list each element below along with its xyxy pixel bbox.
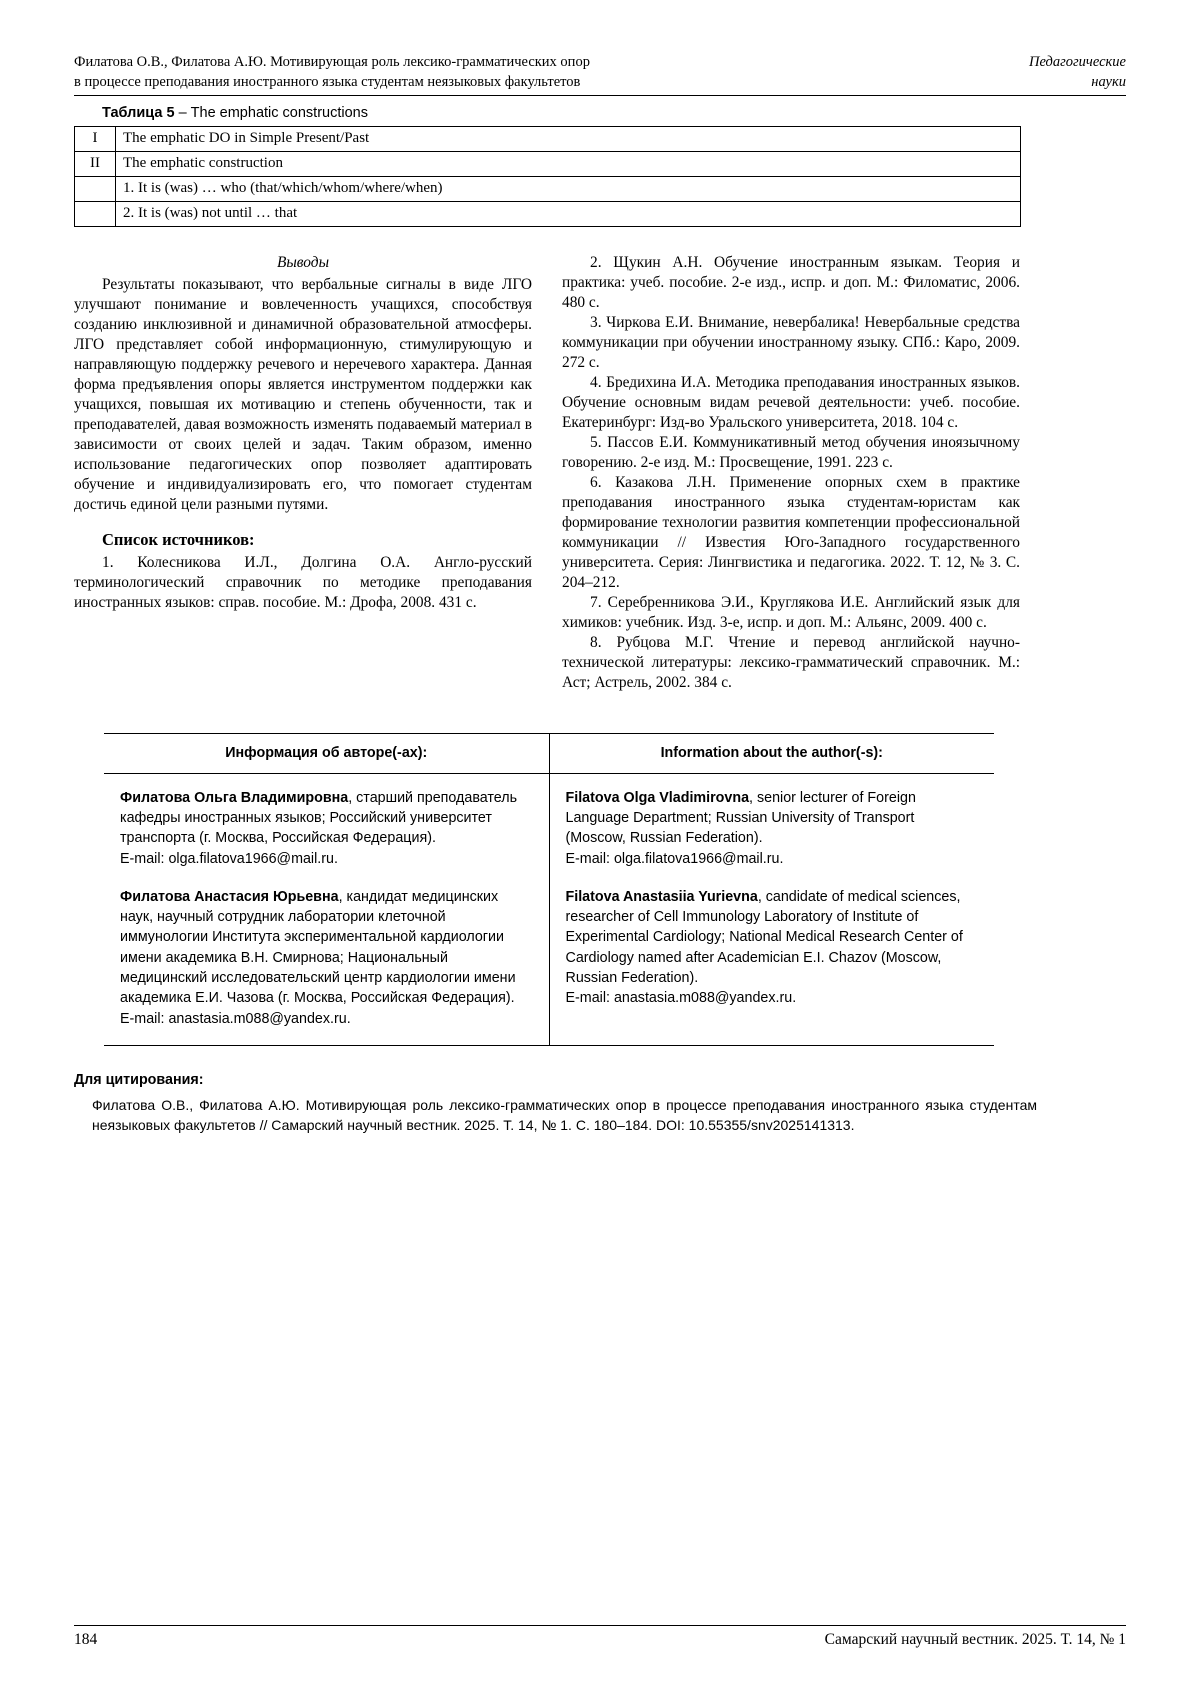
table-cell-number: II — [75, 152, 116, 177]
author-entry — [120, 788, 533, 869]
running-head-left-line1: Филатова О.В., Филатова А.Ю. Мотивирующая роль лексико-грамматических опор — [74, 54, 590, 70]
author-email: E-mail: olga.filatova1966@mail.ru. — [565, 850, 784, 867]
authors-column-ru — [104, 774, 550, 1045]
reference-item: 7. Серебренникова Э.И., Круглякова И.Е. Английский язык для химиков: учебник. Изд. 3-е, испр. и доп. М.: Альянс, 2009. 400 с. — [562, 594, 1020, 632]
running-head-left — [74, 52, 590, 92]
reference-item: 6. Казакова Л.Н. Применение опорных схем в практике преподавания иностранного языка студентам-юристам как формирование технологии развития компетенции профессиональной коммуникации // Известия Юго-Западного государственного университета. Серия: Лингвистика и педагогика. 2022. Т. 12, № 3. С. 204–212. — [562, 474, 1020, 592]
table-cell-text: 1. It is (was) … who (that/which/whom/where/when) — [116, 177, 1021, 202]
body-columns — [74, 253, 1126, 693]
author-entry — [120, 887, 533, 1029]
citation-heading: Для цитирования: — [74, 1071, 204, 1088]
conclusion-heading: Выводы — [276, 254, 329, 271]
references-heading: Список источников: — [102, 530, 255, 550]
table-cell-text: 2. It is (was) not until … that — [116, 202, 1021, 227]
emphatic-constructions-table — [74, 126, 1021, 227]
author-email: E-mail: olga.filatova1966@mail.ru. — [120, 850, 338, 867]
author-name: Филатова Анастасия Юрьевна — [120, 888, 339, 905]
author-name: Filatova Anastasiia Yurievna — [565, 888, 758, 905]
right-column — [562, 253, 1020, 693]
authors-info-header-en: Information about the author(-s): — [660, 745, 883, 762]
author-details: , senior lecturer of Foreign Language Department; Russian University of Transport (Moscow, Russian Federation). — [565, 789, 916, 847]
table-row — [75, 152, 1021, 177]
author-details: , candidate of medical sciences, researcher of Cell Immunology Laboratory of Institute of Experimental Cardiology; National Medical Research Center of Cardiology named after Academician E.I. Chazov (Moscow, Russian Federation). — [565, 888, 963, 987]
reference-item: 2. Щукин А.Н. Обучение иностранным языкам. Теория и практика: учеб. пособие. 2-е изд., испр. и доп. М.: Филоматис, 2006. 480 с. — [562, 254, 1020, 312]
author-details: , старший преподаватель кафедры иностранных языков; Российский университет транспорта (г. Москва, Российская Федерация). — [120, 789, 518, 847]
author-email: E-mail: anastasia.m088@yandex.ru. — [565, 990, 797, 1007]
author-name: Filatova Olga Vladimirovna — [565, 789, 750, 806]
table-cell-number — [75, 177, 116, 202]
footer-journal: Самарский научный вестник. 2025. Т. 14, № 1 — [824, 1631, 1126, 1648]
table-caption-text: – The emphatic constructions — [178, 105, 368, 121]
table-cell-number: I — [75, 127, 116, 152]
running-head-right-line1: Педагогические — [1028, 54, 1126, 70]
author-entry — [566, 788, 979, 869]
author-details: , кандидат медицинских наук, научный сотрудник лаборатории клеточной иммунологии Института экспериментальной кардиологии имени академика В.Н. Смирнова; Национальный медицинский исследовательский центр кардиологии имени академика Е.И. Чазова (г. Москва, Российская Федерация). — [120, 888, 516, 1007]
author-email: E-mail: anastasia.m088@yandex.ru. — [120, 1010, 351, 1027]
reference-item: 8. Рубцова М.Г. Чтение и перевод английской научно-технической литературы: лексико-грамматический справочник. М.: Аст; Астрель, 2002. 384 с. — [562, 634, 1020, 692]
table-row — [75, 202, 1021, 227]
reference-item: 1. Колесникова И.Л., Долгина О.А. Англо-русский терминологический справочник по методике преподавания иностранных языков: справ. пособие. М.: Дрофа, 2008. 431 с. — [74, 553, 532, 611]
running-head-right — [1015, 52, 1126, 92]
reference-item: 5. Пассов Е.И. Коммуникативный метод обучения иноязычному говорению. 2-е изд. М.: Просвещение, 1991. 223 с. — [562, 434, 1020, 472]
authors-info-header-ru: Информация об авторе(-ах): — [104, 734, 550, 772]
running-head-left-line2: в процессе преподавания иностранного языка студентам неязыковых факультетов — [74, 74, 581, 90]
reference-item: 4. Бредихина И.А. Методика преподавания иностранных языков. Обучение основным видам речевой деятельности: учеб. пособие. Екатеринбург: Изд-во Уральского университета, 2018. 104 с. — [562, 374, 1020, 432]
authors-column-en — [550, 774, 995, 1045]
page-number: 184 — [74, 1631, 98, 1648]
reference-item: 3. Чиркова Е.И. Внимание, невербалика! Невербальные средства коммуникации при обучении иностранному языку. СПб.: Каро, 2009. 272 с. — [562, 314, 1020, 372]
table-cell-text: The emphatic construction — [116, 152, 1021, 177]
running-head-right-line2: науки — [1091, 74, 1126, 90]
authors-info-body — [104, 774, 994, 1045]
table-row — [75, 177, 1021, 202]
page-footer — [74, 1625, 1126, 1649]
table-cell-text: The emphatic DO in Simple Present/Past — [116, 127, 1021, 152]
conclusion-paragraph: Результаты показывают, что вербальные сигналы в виде ЛГО улучшают понимание и вовлеченность учащихся, способствуя созданию инклюзивной и динамичной образовательной атмосферы. ЛГО представляет собой информационную, стимулирующую и направляющую поддержку речевого и неречевого характера. Данная форма предъявления опоры является инструментом поддержки как учащихся, повышая их мотивацию и степень обученности, так и преподавателей, давая возможность изменять подаваемый материал в зависимости от своих целей и задач. Таким образом, именно использование педагогических опор позволяет адаптировать обучение и индивидуализировать его, что помогает студентам достичь единой цели разными путями. — [74, 276, 532, 514]
table-cell-number — [75, 202, 116, 227]
running-head — [74, 52, 1126, 96]
author-name: Филатова Ольга Владимировна — [120, 789, 349, 806]
left-column — [74, 253, 532, 693]
author-entry — [566, 887, 979, 1009]
table-row — [75, 127, 1021, 152]
table-caption-label: Таблица 5 — [102, 105, 175, 121]
authors-info-table — [104, 733, 994, 1046]
authors-info-header-row — [104, 734, 994, 773]
table-caption — [102, 105, 1126, 121]
citation-text: Филатова О.В., Филатова А.Ю. Мотивирующая роль лексико-грамматических опор в процессе преподавания иностранного языка студентам неязыковых факультетов // Самарский научный вестник. 2025. Т. 14, № 1. С. 180–184. DOI: 10.55355/snv2025141313. — [92, 1096, 1037, 1134]
